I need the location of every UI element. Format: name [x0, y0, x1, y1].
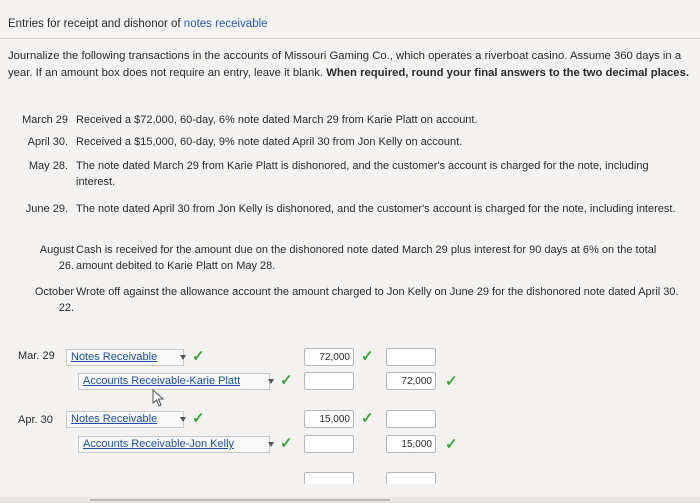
entry-date: Apr. 30 [18, 414, 53, 426]
divider [0, 38, 700, 39]
transaction-date: June 29. [25, 203, 68, 215]
credit-amount-input[interactable]: 15,000 [386, 435, 436, 453]
scroll-edge [0, 497, 700, 503]
credit-account-select[interactable]: Accounts Receivable-Jon Kelly [78, 436, 270, 453]
debit-amount-input[interactable] [304, 472, 354, 484]
credit-amount-input[interactable]: 72,000 [386, 372, 436, 390]
credit-account-select[interactable]: Accounts Receivable-Karie Platt [78, 373, 270, 390]
transaction-text: Received a $15,000, 60-day, 9% note dated April 30 from Jon Kelly on account. [76, 136, 463, 148]
transaction-date: May 28. [28, 160, 68, 172]
transaction-text: The note dated March 29 from Karie Platt is dishonored, and the customer's account is charged for the note, including interest. [76, 160, 649, 188]
check-icon: ✓ [445, 373, 458, 390]
debit-amount-input[interactable] [304, 435, 354, 453]
scrollbar[interactable] [90, 499, 390, 501]
debit-amount-input[interactable]: 72,000 [304, 348, 354, 366]
transaction-text: Wrote off against the allowance account the amount charged to Jon Kelly on June 29 for the dishonored note dated April 30. [76, 286, 679, 298]
credit-amount-input[interactable] [386, 410, 436, 428]
debit-account-select[interactable]: Notes Receivable [66, 411, 184, 428]
check-icon: ✓ [280, 435, 293, 452]
debit-account-select[interactable]: Notes Receivable [66, 349, 184, 366]
check-icon: ✓ [361, 410, 374, 427]
debit-amount-input[interactable]: 15,000 [304, 410, 354, 428]
check-icon: ✓ [280, 372, 293, 389]
transaction-text: Received a $72,000, 60-day, 6% note dated March 29 from Karie Platt on account. [76, 114, 478, 126]
instructions-bold: When required, round your final answers to the two decimal places. [326, 67, 690, 79]
transaction-date: April 30. [27, 136, 68, 148]
instructions [8, 48, 692, 82]
chevron-down-icon [268, 379, 274, 384]
transaction-text: The note dated April 30 from Jon Kelly is dishonored, and the customer's account is charged for the note, including interest. [76, 203, 676, 215]
check-icon: ✓ [361, 348, 374, 365]
chevron-down-icon [180, 355, 186, 360]
mouse-cursor-icon [152, 389, 166, 407]
chevron-down-icon [268, 442, 274, 447]
check-icon: ✓ [445, 436, 458, 453]
title-highlight: notes receivable [183, 18, 268, 30]
entry-date: Mar. 29 [18, 350, 55, 362]
check-icon: ✓ [192, 348, 205, 365]
transaction-date: October 22. [34, 286, 74, 314]
credit-amount-input[interactable] [386, 348, 436, 366]
credit-amount-input[interactable] [386, 472, 436, 484]
instructions-text: Journalize the following transactions in the accounts of Missouri Gaming Co., which operates a riverboat casino. Assume 360 days in a year. If an amount box does not require an entry, leave it blank. [8, 50, 682, 79]
transaction-date: March 29 [22, 114, 68, 126]
transaction-date: August 26. [39, 244, 74, 272]
check-icon: ✓ [192, 410, 205, 427]
chevron-down-icon [180, 417, 186, 422]
transaction-text: Cash is received for the amount due on the dishonored note dated March 29 plus interest for 90 days at 6% on the total amount debited to Karie Platt on May 28. [76, 244, 657, 272]
debit-amount-input[interactable] [304, 372, 354, 390]
page-title: Entries for receipt and dishonor of notes receivable [8, 18, 268, 30]
